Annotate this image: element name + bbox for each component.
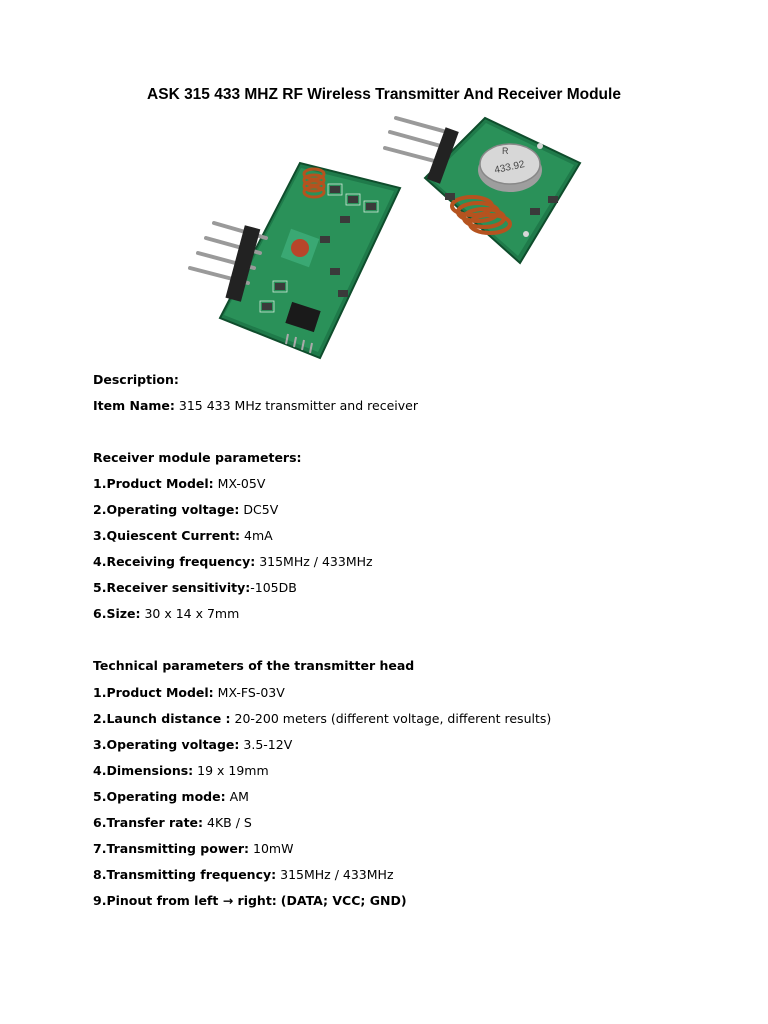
transmitter-param-6: 6.Transfer rate: 4KB / S [93,815,252,830]
item-name-line: Item Name: 315 433 MHz transmitter and receiver [93,398,418,413]
transmitter-param-7: 7.Transmitting power: 10mW [93,841,294,856]
transmitter-param-2: 2.Launch distance : 20-200 meters (different voltage, different results) [93,711,552,726]
receiver-param-1: 1.Product Model: MX-05V [93,476,266,491]
transmitter-param-5: 5.Operating mode: AM [93,789,249,804]
receiver-param-5: 5.Receiver sensitivity:-105DB [93,580,297,595]
transmitter-param-8: 8.Transmitting frequency: 315MHz / 433MHz [93,867,394,882]
transmitter-param-3: 3.Operating voltage: 3.5-12V [93,737,293,752]
receiver-param-4: 4.Receiving frequency: 315MHz / 433MHz [93,554,373,569]
receiver-param-6: 6.Size: 30 x 14 x 7mm [93,606,240,621]
receiver-heading: Receiver module parameters: [93,450,302,465]
crystal-label-frequency: 433.92 [493,159,526,177]
receiver-param-2: 2.Operating voltage: DC5V [93,502,279,517]
transmitter-param-1: 1.Product Model: MX-FS-03V [93,685,285,700]
transmitter-param-9: 9.Pinout from left → right: (DATA; VCC; GND) [93,893,407,908]
product-photo [180,108,600,370]
page-title: ASK 315 433 MHZ RF Wireless Transmitter And Receiver Module [147,86,621,103]
crystal-label-r: R [502,146,509,156]
transmitter-heading: Technical parameters of the transmitter head [93,658,415,673]
receiver-param-3: 3.Quiescent Current: 4mA [93,528,273,543]
receiver-module-image [190,163,400,358]
transmitter-param-4: 4.Dimensions: 19 x 19mm [93,763,269,778]
description-heading: Description: [93,372,179,387]
transmitter-module-image [385,118,580,263]
